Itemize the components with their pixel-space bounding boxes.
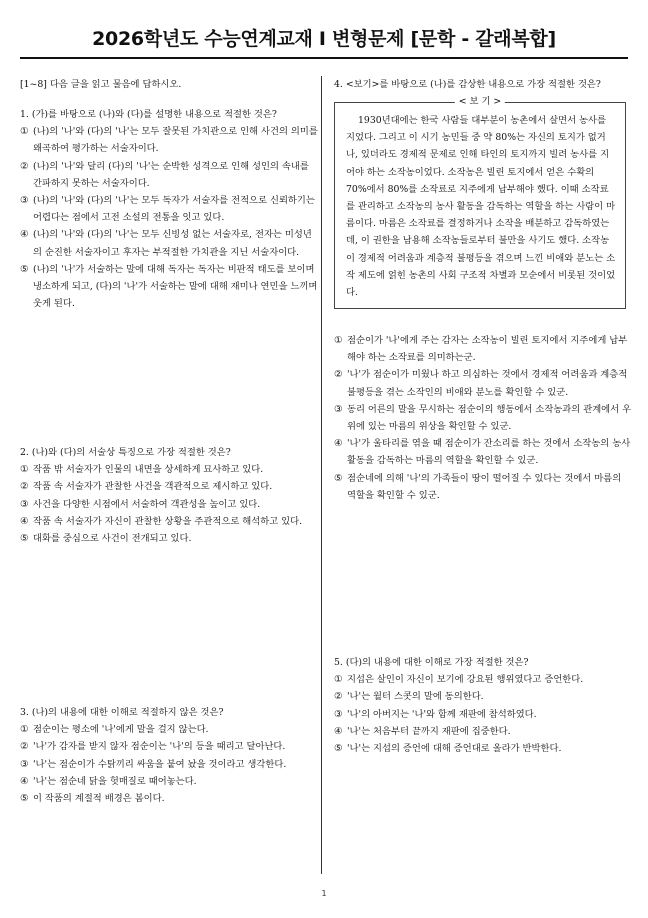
option-number: ③	[334, 403, 343, 415]
question-4-option-2[interactable]	[334, 366, 632, 400]
question-1	[20, 106, 318, 312]
question-5-option-4[interactable]	[334, 723, 632, 740]
option-text: 점순이는 평소에 '나'에게 말을 걸지 않는다.	[33, 724, 209, 736]
option-text: 동리 어른의 말을 무시하는 점순이의 행동에서 소작농과의 관계에서 우위에 있는 마름의 위상을 확인할 수 있군.	[347, 403, 632, 433]
bogi-label: < 보 기 >	[455, 95, 505, 109]
option-number: ③	[20, 498, 29, 510]
question-3-stem: 3. (나)의 내용에 대한 이해로 적절하지 않은 것은?	[20, 707, 224, 718]
option-number: ①	[20, 126, 29, 138]
question-2-option-1[interactable]	[20, 461, 318, 478]
question-5-stem: 5. (다)의 내용에 대한 이해로 가장 적절한 것은?	[334, 657, 529, 668]
option-text: 점순이가 '나'에게 주는 감자는 소작농이 빌린 토지에서 지주에게 납부해야 하는 소작료를 의미하는군.	[347, 335, 628, 364]
option-text: '나'는 점순네 닭을 헛매질로 때어놓는다.	[33, 775, 197, 787]
option-number: ④	[20, 775, 29, 787]
option-number: ⑤	[20, 263, 29, 275]
option-number: ②	[334, 369, 343, 381]
question-1-stem: 1. (가)를 바탕으로 (나)와 (다)를 설명한 내용으로 적절한 것은?	[20, 109, 277, 120]
question-1-option-1[interactable]	[20, 123, 318, 157]
question-5-option-1[interactable]	[334, 671, 632, 688]
option-number: ③	[20, 758, 29, 770]
question-5-option-3[interactable]	[334, 706, 632, 723]
question-2	[20, 444, 318, 547]
option-text: '나'는 점순이가 수탉끼리 싸움을 붙여 놨을 것이라고 생각한다.	[33, 758, 287, 770]
page-number: 1	[321, 889, 327, 898]
option-text: '나'가 울타리를 엮을 때 점순이가 잔소리를 하는 것에서 소작농의 농사 활동을 감독하는 마름의 역할을 확인할 수 있군.	[347, 438, 631, 467]
question-4-stem: 4. <보기>를 바탕으로 (나)를 감상한 내용으로 가장 적절한 것은?	[334, 79, 601, 90]
option-number: ⑤	[334, 472, 343, 484]
option-number: ⑤	[20, 793, 29, 805]
option-number: ②	[334, 691, 343, 703]
option-text: 지섭은 살인이 자신이 보기에 강요된 행위였다고 증언한다.	[347, 674, 584, 686]
option-text: 사건을 다양한 시점에서 서술하여 객관성을 높이고 있다.	[33, 498, 261, 510]
option-text: (나)의 '나'와 (다)의 '나'는 모두 잘못된 가치관으로 인해 사건의 의미를 왜곡하여 평가하는 서술자이다.	[33, 126, 318, 155]
option-number: ①	[20, 724, 29, 736]
option-text: '나'는 월터 스콧의 말에 동의한다.	[347, 691, 484, 703]
option-text: '나'가 감자를 받지 않자 점순이는 '나'의 등을 때리고 달아난다.	[33, 741, 286, 753]
option-number: ④	[20, 229, 29, 241]
question-5	[334, 654, 632, 757]
column-divider	[321, 76, 322, 874]
instruction-text: [1~8] 다음 글을 읽고 물음에 답하시오.	[20, 79, 182, 90]
question-3-option-4[interactable]	[20, 773, 318, 790]
question-3	[20, 704, 318, 807]
left-column	[20, 76, 318, 805]
question-3-option-1[interactable]	[20, 721, 318, 738]
option-text: 작품 밖 서술자가 인물의 내면을 상세하게 묘사하고 있다.	[33, 464, 264, 476]
option-number: ②	[20, 741, 29, 753]
option-text: (나)의 '나'와 (다)의 '나'는 모두 신빙성 없는 서술자로, 전자는 미성년의 순진한 서술자이고 후자는 부적절한 가치관을 지닌 서술자이다.	[33, 229, 312, 258]
question-2-option-3[interactable]	[20, 496, 318, 513]
option-text: 작품 속 서술자가 관찰한 사건을 객관적으로 제시하고 있다.	[33, 481, 273, 493]
option-text: '나'의 아버지는 '나'와 함께 재판에 참석하였다.	[347, 708, 537, 720]
option-number: ⑤	[20, 533, 29, 545]
option-number: ①	[334, 674, 343, 686]
question-2-stem: 2. (나)와 (다)의 서술상 특징으로 가장 적절한 것은?	[20, 447, 231, 458]
bogi-text: 1930년대에는 한국 사람들 대부분이 농촌에서 살면서 농사를 지었다. 그리고 이 시기 농민들 중 약 80%는 자신의 토지가 없거나, 있더라도 경제적 문제로 인해 타인의 토지까지 빌려 농사를 지어야 하는 소작농이었다. 소작농은 빌린 토지에서 얻은 수확의 70%에서 80%를 소작료로 지주에게 납부해야 했다. 이때 소작료를 관리하고 소작농의 농사 활동을 감독하는 역할을 하는 사람이 마름이다. 마름은 소작료를 결정하거나 소작을 배분하고 감독하였는데, 이 권한을 남용해 소작농들로부터 불만을 사기도 했다. 소작농이 경제적 어려움과 계층적 불평등을 겪으며 느낀 비애와 분노는 소작 제도에 얽힌 농촌의 사회 구조적 차별과 모순에서 비롯된 것이었다.	[346, 115, 616, 299]
question-1-option-4[interactable]	[20, 226, 318, 260]
question-3-option-3[interactable]	[20, 756, 318, 773]
option-number: ②	[20, 160, 29, 172]
option-text: '나'가 점순이가 미웠나 하고 의심하는 것에서 경제적 어려움과 계층적 불평등을 겪는 소작인의 비애와 분노를 확인할 수 있군.	[347, 369, 628, 398]
question-3-option-5[interactable]	[20, 790, 318, 807]
question-2-option-5[interactable]	[20, 530, 318, 547]
option-text: (나)의 '나'와 (다)의 '나'는 모두 독자가 서술자를 전적으로 신뢰하기는 어렵다는 점에서 고전 소설의 전통을 잇고 있다.	[33, 195, 315, 224]
option-number: ①	[20, 464, 29, 476]
option-number: ④	[334, 725, 343, 737]
question-4-option-3[interactable]	[334, 401, 632, 435]
option-text: (나)의 '나'와 달리 (다)의 '나'는 순박한 성격으로 인해 성인의 속내를 간파하지 못하는 서술자이다.	[33, 160, 309, 189]
question-5-option-2[interactable]	[334, 688, 632, 705]
question-3-option-2[interactable]	[20, 738, 318, 755]
question-1-option-3[interactable]	[20, 192, 318, 226]
option-number: ③	[20, 195, 29, 207]
question-4-option-5[interactable]	[334, 470, 632, 504]
question-2-option-2[interactable]	[20, 478, 318, 495]
question-4-option-1[interactable]	[334, 332, 632, 366]
question-4	[334, 76, 632, 93]
option-number: ②	[20, 481, 29, 493]
option-text: 대화를 중심으로 사건이 전개되고 있다.	[33, 533, 192, 545]
option-number: ①	[334, 335, 343, 346]
option-number: ⑤	[334, 743, 343, 755]
option-number: ④	[334, 438, 343, 450]
title-underline	[20, 57, 628, 59]
question-2-option-4[interactable]	[20, 513, 318, 530]
option-text: 점순네에 의해 '나'의 가족들이 땅이 떨어질 수 있다는 것에서 마름의 역할을 확인할 수 있군.	[347, 472, 622, 501]
question-1-option-2[interactable]	[20, 158, 318, 192]
option-number: ④	[20, 515, 29, 527]
question-1-option-5[interactable]	[20, 261, 318, 313]
question-5-option-5[interactable]	[334, 740, 632, 757]
page-title: 2026학년도 수능연계교재 I 변형문제 [문학 - 갈래복합]	[92, 28, 556, 50]
question-4-options	[334, 332, 632, 504]
option-number: ③	[334, 708, 343, 720]
bogi-box	[334, 96, 626, 309]
option-text: '나'는 지섭의 증언에 대해 증언대로 올라가 반박한다.	[347, 743, 562, 755]
option-text: (나)의 '나'가 서술하는 말에 대해 독자는 독자는 비판적 태도를 보이며 냉소하게 되고, (다)의 '나'가 서술하는 말에 대해 재미나 연민을 느끼며 웃게 된다.	[33, 263, 318, 310]
option-text: '나'는 처음부터 끝까지 재판에 집중한다.	[347, 725, 511, 737]
option-text: 작품 속 서술자가 자신이 관찰한 상황을 주관적으로 해석하고 있다.	[33, 515, 303, 527]
option-text: 이 작품의 계절적 배경은 봄이다.	[33, 793, 165, 805]
question-4-option-4[interactable]	[334, 435, 632, 469]
